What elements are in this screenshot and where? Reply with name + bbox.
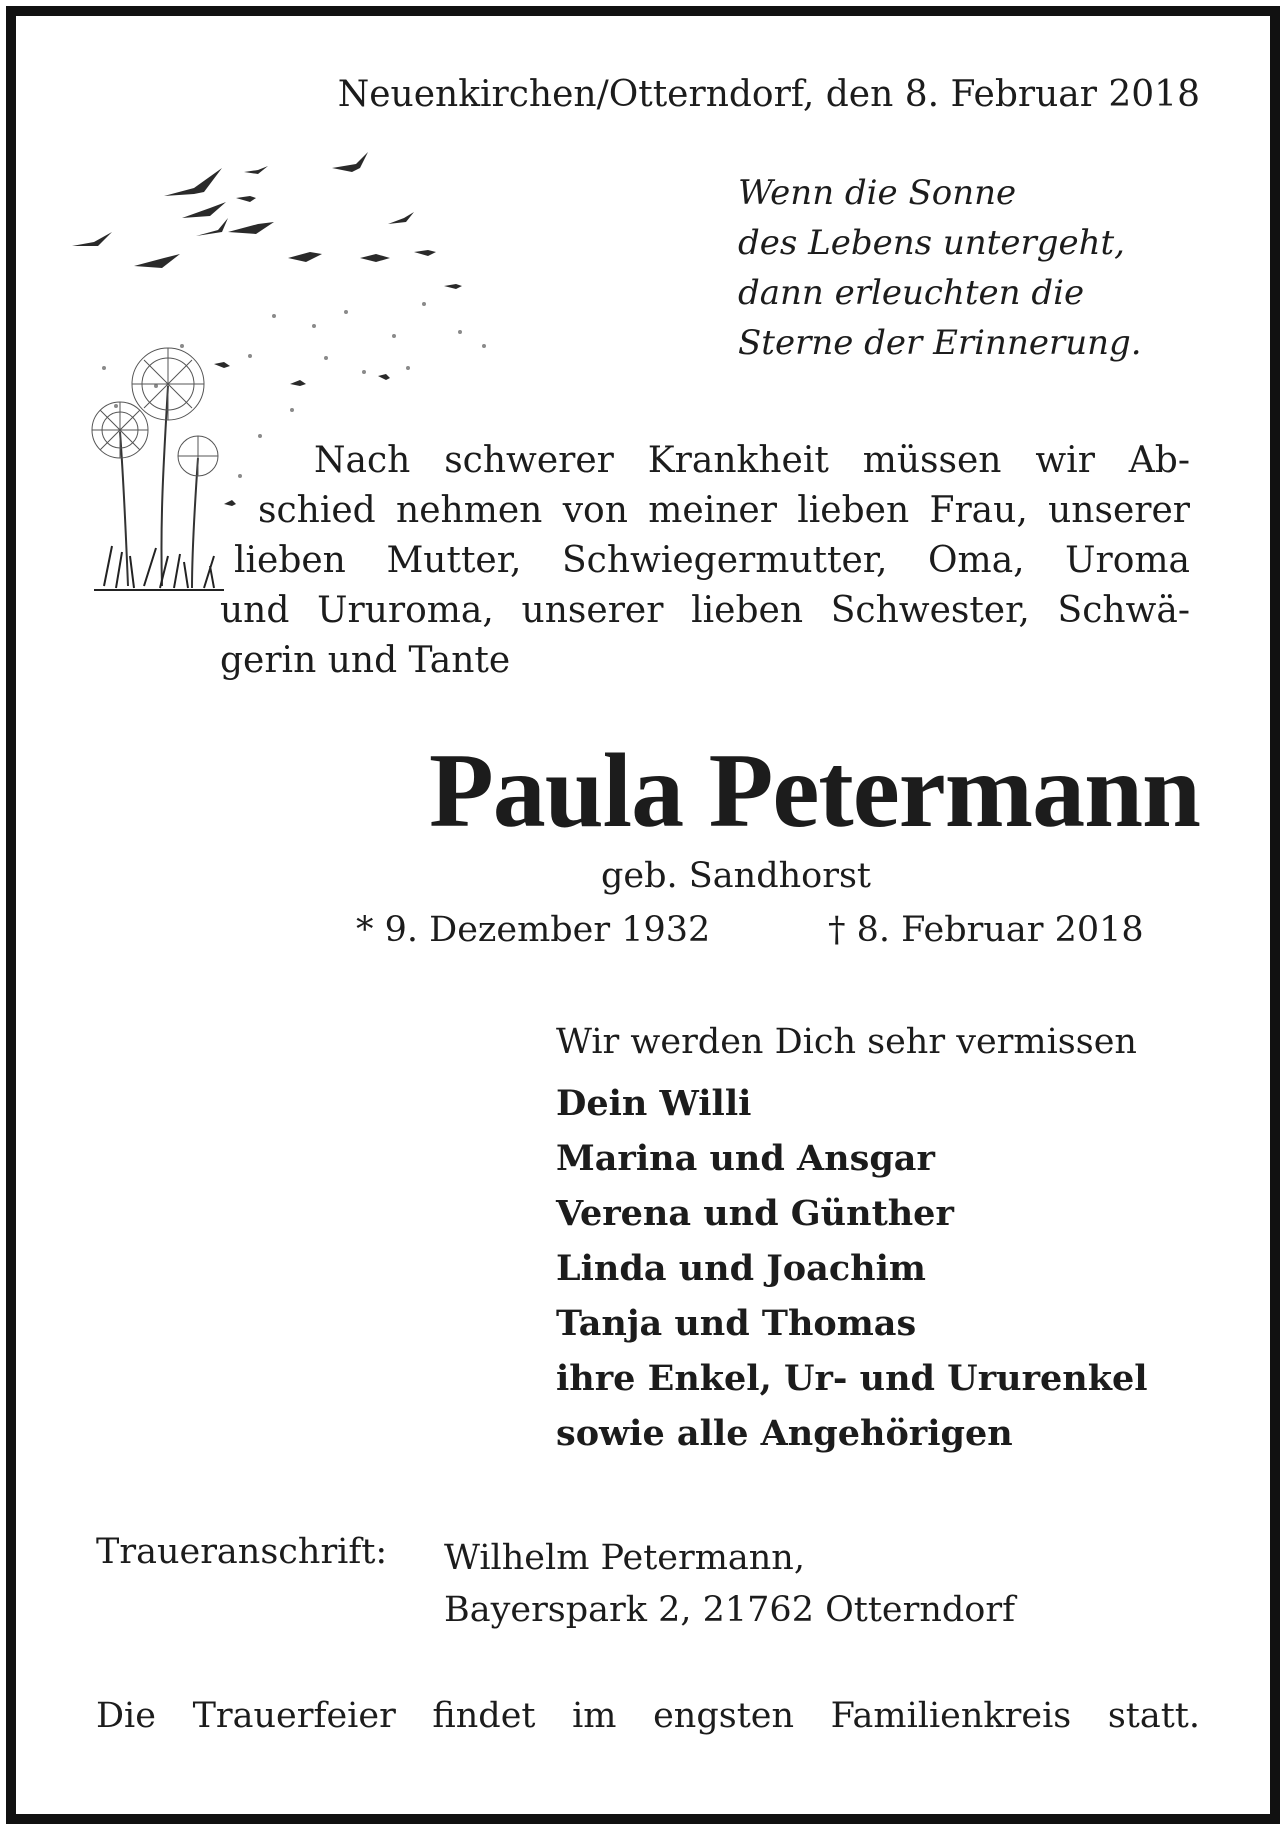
- mourning-address: [444, 1532, 1015, 1636]
- poem-line: dann erleuchten die: [738, 273, 1085, 313]
- address-label: Traueranschrift:: [96, 1532, 388, 1572]
- address-line: Wilhelm Petermann,: [444, 1538, 805, 1578]
- address-line: Bayerspark 2, 21762 Otterndorf: [444, 1590, 1016, 1630]
- mourner-name: Verena und Günther: [556, 1193, 954, 1234]
- intro-line: lieben Mutter, Schwiegermutter, Oma, Uroma: [234, 540, 1190, 581]
- mourner-name: sowie alle Angehörigen: [556, 1413, 1013, 1454]
- closing-note: Die Trauerfeier findet im engsten Familienkreis statt.: [96, 1696, 1200, 1736]
- poem-line: des Lebens untergeht,: [738, 223, 1125, 263]
- mourners-list: [556, 1076, 1148, 1461]
- dateline: Neuenkirchen/Otterndorf, den 8. Februar 2018: [337, 74, 1200, 115]
- birth-date: * 9. Dezember 1932: [356, 910, 711, 950]
- dandelion-heads: [92, 348, 218, 476]
- maiden-name: geb. Sandhorst: [601, 856, 871, 896]
- mourner-name: Dein Willi: [556, 1083, 752, 1124]
- obituary-content: [16, 16, 1270, 1814]
- obituary-frame: [6, 6, 1280, 1824]
- poem-line: Sterne der Erinnerung.: [738, 323, 1142, 363]
- mourner-name: Linda und Joachim: [556, 1248, 926, 1289]
- mourner-name: Marina und Ansgar: [556, 1138, 935, 1179]
- intro-line: Nach schwerer Krankheit müssen wir Ab-: [314, 440, 1190, 481]
- poem-line: Wenn die Sonne: [738, 173, 1017, 213]
- death-date: † 8. Februar 2018: [828, 910, 1144, 950]
- deceased-name: Paula Petermann: [428, 732, 1200, 849]
- mourners-intro: Wir werden Dich sehr vermissen: [556, 1022, 1137, 1062]
- poem-quote: [738, 168, 1142, 368]
- intro-line: gerin und Tante: [220, 640, 511, 681]
- intro-line: schied nehmen von meiner lieben Frau, unserer: [258, 490, 1190, 531]
- intro-paragraph: [220, 436, 1190, 686]
- mourner-name: ihre Enkel, Ur- und Ururenkel: [556, 1358, 1148, 1399]
- grass-tufts: [94, 546, 224, 590]
- mourner-name: Tanja und Thomas: [556, 1303, 917, 1344]
- intro-line: und Ururoma, unserer lieben Schwester, Schwä-: [220, 590, 1190, 631]
